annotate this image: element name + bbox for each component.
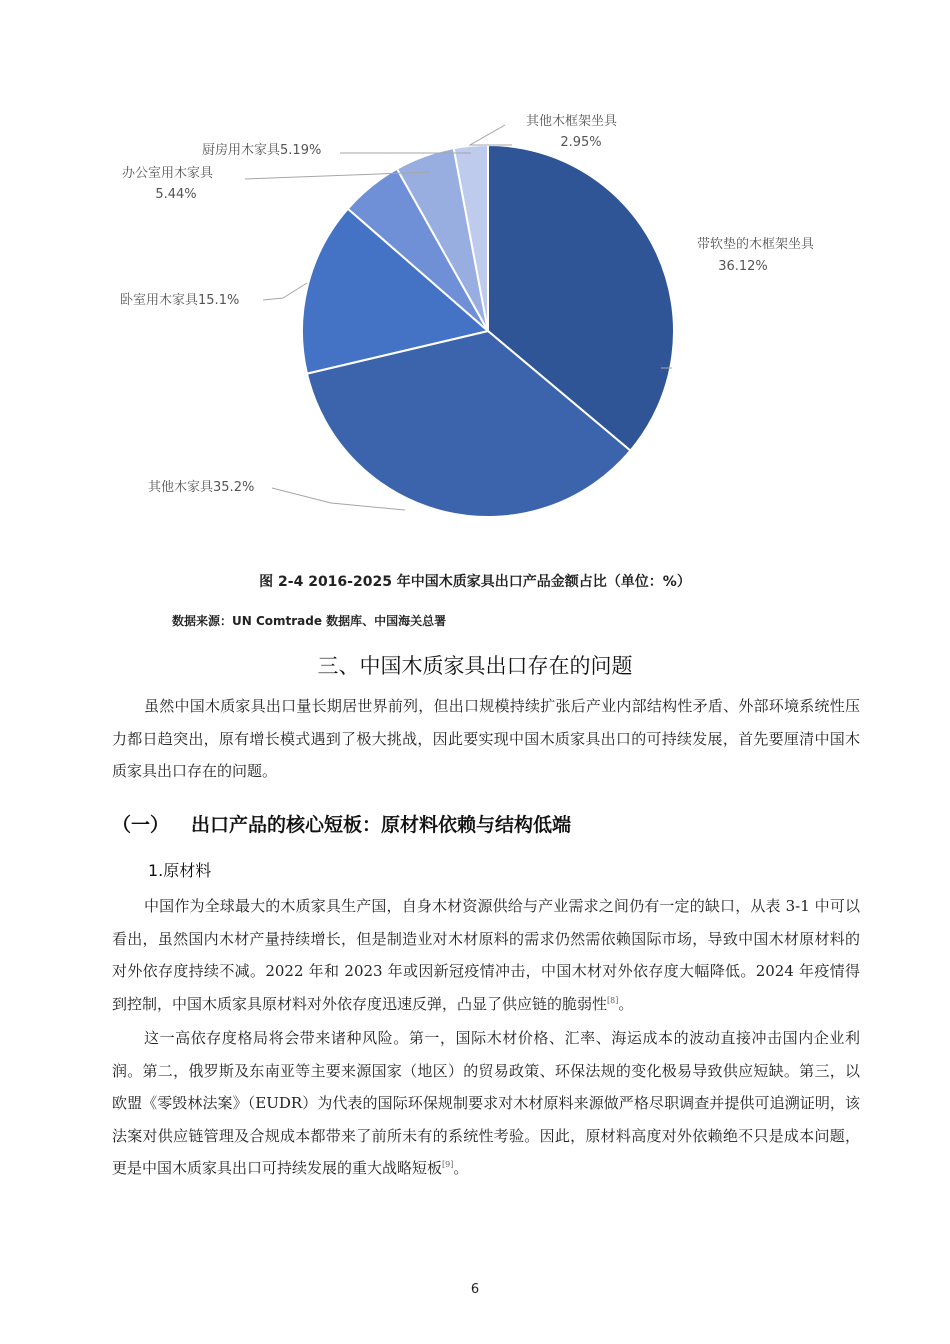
minor-title: 1.原材料 [148,861,212,880]
leader-line-1 [272,488,405,510]
paragraph-end: 。 [453,1159,469,1177]
data-label-1-value: 35.2% [213,480,255,495]
figure-caption: 图 2-4 2016-2025 年中国木质家具出口产品金额占比（单位：%） [259,574,691,590]
citation-ref[interactable]: [9] [442,1160,454,1169]
data-label-1-name: 其他木家具 [148,480,214,495]
subsection-text: 出口产品的核心短板：原材料依赖与结构低端 [191,814,572,836]
paragraph-risks [112,1022,860,1185]
intro-paragraph: 虽然中国木质家具出口量长期居世界前列，但出口规模持续扩张后产业内部结构性矛盾、外部环境系统性压力都日趋突出，原有增长模式遇到了极大挑战，因此要实现中国木质家具出口的可持续发展，首先要厘清中国木质家具出口存在的问题。 [112,697,860,780]
data-label-3-value: 5.44% [155,187,197,202]
data-label-2-name: 卧室用木家具 [120,293,199,308]
leader-line-2 [263,283,307,300]
subsection-title [112,810,571,837]
data-label-3-name: 办公室用木家具 [122,166,214,181]
data-label-0-name: 带软垫的木框架坐具 [697,237,815,252]
data-label-2-value: 15.1% [198,293,240,308]
figure-source: 数据来源：UN Comtrade 数据库、中国海关总署 [172,614,447,628]
paragraph-raw-materials [112,890,860,1020]
leader-line-5 [470,125,512,145]
data-label-5-value: 2.95% [560,135,602,150]
data-label-2 [120,292,239,308]
pie-slices [302,145,674,517]
data-label-4 [202,142,321,158]
data-label-4-value: 5.19% [280,143,322,158]
pie-chart [0,100,950,560]
data-label-1 [148,479,254,495]
data-label-0-value: 36.12% [718,259,768,274]
paragraph-text: 中国作为全球最大的木质家具生产国，自身木材资源供给与产业需求之间仍有一定的缺口，从表 3-1 中可以看出，虽然国内木材产量持续增长，但是制造业对木材原料的需求仍然需依赖国际市场，导致中国木材原材料的对外依存度持续不减。2022 年和 2023 年或因新冠疫情冲击，中国木材对外依存度大幅降低。2024 年疫情得到控制，中国木质家具原材料对外依存度迅速反弹，凸显了供应链的脆弱性 [112,897,860,1013]
page-number: 6 [470,1282,480,1297]
citation-ref[interactable]: [8] [607,995,619,1005]
data-label-4-name: 厨房用木家具 [202,143,281,158]
paragraph-text: 这一高依存度格局将会带来诸种风险。第一，国际木材价格、汇率、海运成本的波动直接冲击国内企业利润。第二，俄罗斯及东南亚等主要来源国家（地区）的贸易政策、环保法规的变化极易导致供应短缺。第三，以欧盟《零毁林法案》（EUDR）为代表的国际环保规制要求对木材原料来源做严格尽职调查并提供可追溯证明，该法案对供应链管理及合规成本都带来了前所未有的系统性考验。因此，原材料高度对外依赖绝不只是成本问题，更是中国木质家具出口可持续发展的重大战略短板 [112,1029,860,1177]
section-title: 三、中国木质家具出口存在的问题 [317,654,633,678]
data-label-5-name: 其他木框架坐具 [526,114,618,129]
paragraph-end: 。 [618,994,634,1013]
subsection-number: （一） [112,814,170,836]
